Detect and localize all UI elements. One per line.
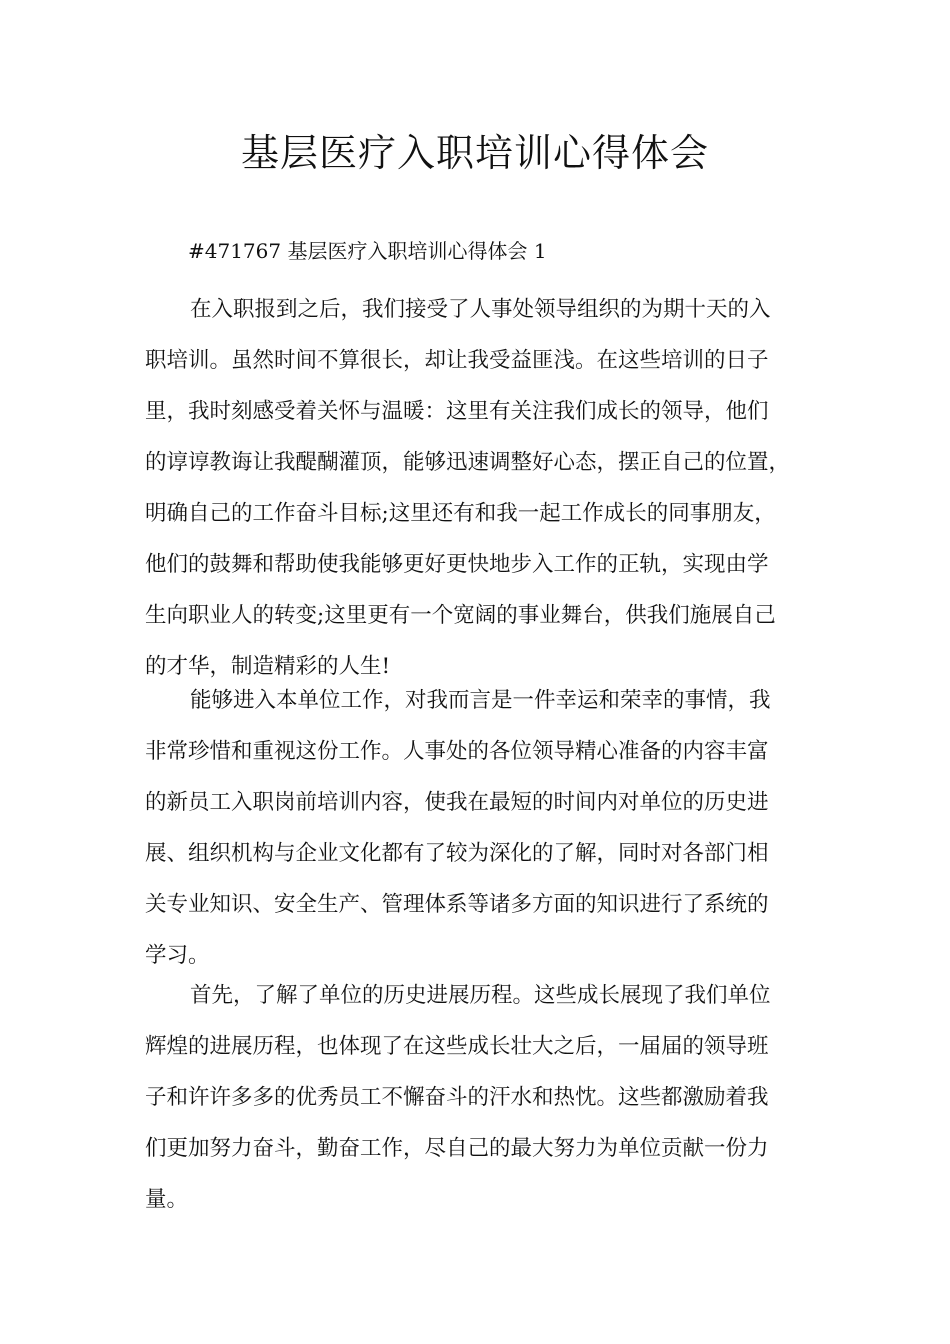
paragraph-line: 在入职报到之后，我们接受了人事处领导组织的为期十天的入 <box>190 297 771 322</box>
paragraph-2 <box>145 675 825 981</box>
paragraph-line: 生向职业人的转变;这里更有一个宽阔的事业舞台，供我们施展自己 <box>145 603 776 628</box>
paragraph-line: 关专业知识、安全生产、管理体系等诸多方面的知识进行了系统的 <box>145 892 769 917</box>
paragraph-line: 量。 <box>145 1187 189 1212</box>
paragraph-line: 职培训。虽然时间不算很长，却让我受益匪浅。在这些培训的日子 <box>145 348 769 373</box>
paragraph-line: 的新员工入职岗前培训内容，使我在最短的时间内对单位的历史进 <box>145 790 769 815</box>
paragraph-line: 辉煌的进展历程，也体现了在这些成长壮大之后，一届届的领导班 <box>145 1034 769 1059</box>
document-title: 基层医疗入职培训心得体会 <box>240 131 709 175</box>
paragraph-line: 明确自己的工作奋斗目标;这里还有和我一起工作成长的同事朋友， <box>145 501 776 526</box>
paragraph-line: 非常珍惜和重视这份工作。人事处的各位领导精心准备的内容丰富 <box>145 739 769 764</box>
paragraph-line: 首先，了解了单位的历史进展历程。这些成长展现了我们单位 <box>190 983 771 1008</box>
paragraph-line: 的谆谆教诲让我醍醐灌顶，能够迅速调整好心态，摆正自己的位置， <box>145 450 791 475</box>
paragraph-line: 能够进入本单位工作，对我而言是一件幸运和荣幸的事情，我 <box>190 688 771 713</box>
paragraph-line: 展、组织机构与企业文化都有了较为深化的了解，同时对各部门相 <box>145 841 769 866</box>
paragraph-line: 学习。 <box>145 943 210 968</box>
paragraph-line: 们更加努力奋斗，勤奋工作，尽自己的最大努力为单位贡献一份力 <box>145 1136 769 1161</box>
paragraph-3 <box>145 970 825 1225</box>
paragraph-line: 里，我时刻感受着关怀与温暖：这里有关注我们成长的领导，他们 <box>145 399 769 424</box>
paragraph-line: 他们的鼓舞和帮助使我能够更好更快地步入工作的正轨，实现由学 <box>145 552 769 577</box>
paragraph-1 <box>145 284 825 692</box>
section-heading: #471767 基层医疗入职培训心得体会 1 <box>188 239 547 263</box>
paragraph-line: 子和许许多多的优秀员工不懈奋斗的汗水和热忱。这些都激励着我 <box>145 1085 769 1110</box>
paragraph-line: 的才华，制造精彩的人生! <box>145 654 391 679</box>
